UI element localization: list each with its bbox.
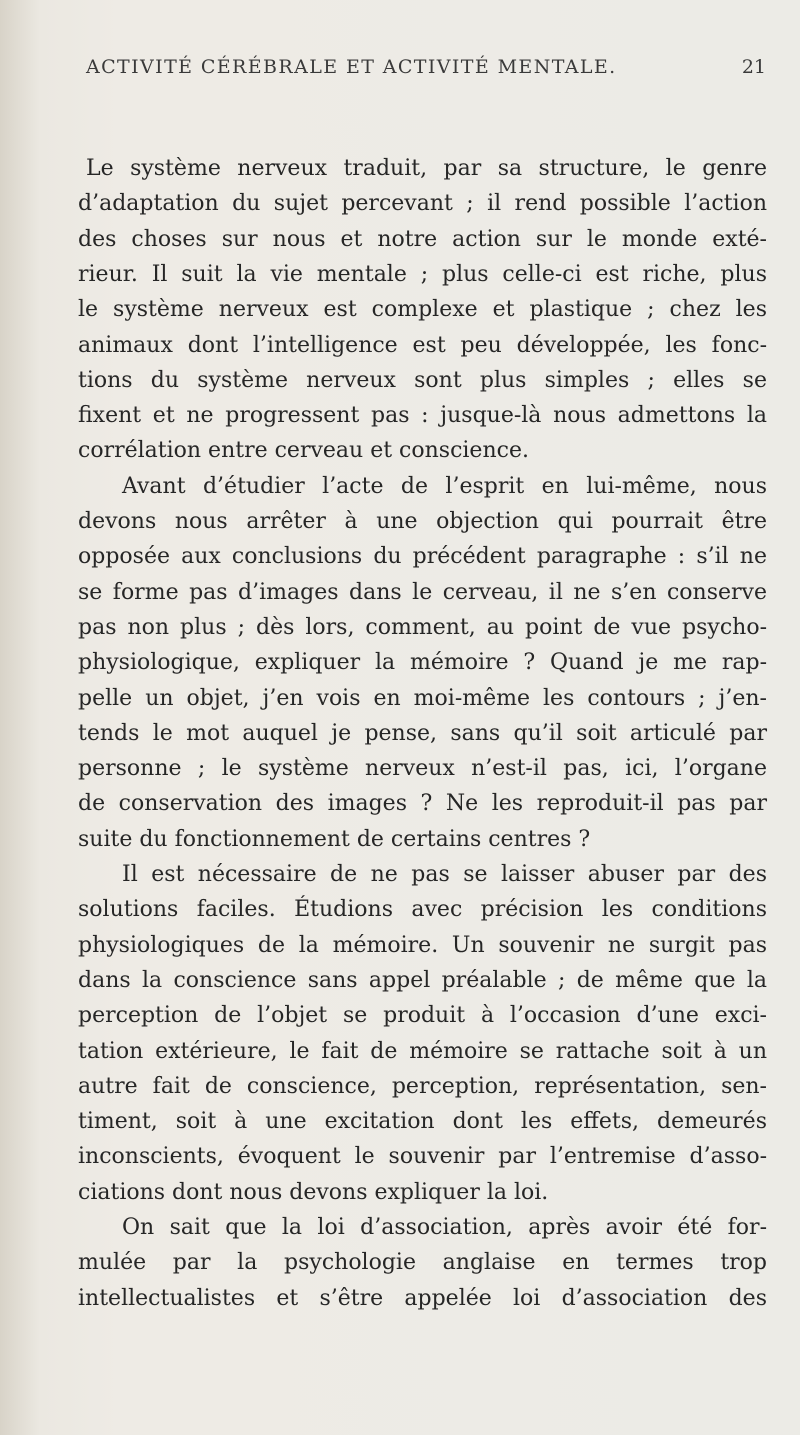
text-line: Il est nécessaire de ne pas se laisser abuser par des	[122, 862, 767, 887]
text-line: rieur. Il suit la vie mentale ; plus celle-ci est riche, plus	[78, 261, 767, 287]
text-line: perception de l’objet se produit à l’occasion d’une exci-	[78, 1003, 767, 1029]
page-header	[86, 56, 766, 78]
text-line: On sait que la loi d’association, après avoir été for-	[122, 1215, 767, 1240]
text-line: animaux dont l’intelligence est peu développée, les fonc-	[78, 332, 767, 358]
text-line: physiologique, expliquer la mémoire ? Quand je me rap-	[78, 650, 767, 676]
text-line: devons nous arrêter à une objection qui pourrait être	[78, 509, 767, 534]
text-line: se forme pas d’images dans le cerveau, il ne s’en conserve	[78, 579, 767, 605]
page-number: 21	[741, 56, 766, 78]
text-line: Le système nerveux traduit, par sa structure, le genre	[86, 156, 767, 181]
text-line: intellectualistes et s’être appelée loi d’association des	[78, 1285, 767, 1311]
text-line: suite du fonctionnement de certains centres ?	[78, 826, 591, 852]
text-line: inconscients, évoquent le souvenir par l’entremise d’asso-	[78, 1144, 767, 1170]
text-line: mulée par la psychologie anglaise en termes trop	[78, 1250, 767, 1276]
text-line: fixent et ne progressent pas : jusque-là nous admettons la	[78, 403, 767, 429]
text-line: opposée aux conclusions du précédent paragraphe : s’il ne	[78, 544, 767, 570]
text-line: pelle un objet, j’en vois en moi-même les contours ; j’en-	[78, 685, 767, 711]
text-line: tions du système nerveux sont plus simples ; elles se	[78, 367, 767, 393]
text-line: dans la conscience sans appel préalable ; de même que la	[78, 967, 767, 993]
text-line: physiologiques de la mémoire. Un souvenir ne surgit pas	[78, 932, 767, 958]
text-line: corrélation entre cerveau et conscience.	[78, 438, 529, 464]
text-line: tation extérieure, le fait de mémoire se rattache soit à un	[78, 1038, 767, 1064]
text-line: d’adaptation du sujet percevant ; il rend possible l’action	[78, 191, 767, 217]
text-line: Avant d’étudier l’acte de l’esprit en lui-même, nous	[122, 473, 767, 499]
text-line: tends le mot auquel je pense, sans qu’il soit articulé par	[78, 720, 767, 746]
text-line: de conservation des images ? Ne les reproduit-il pas par	[78, 791, 767, 817]
text-line: ciations dont nous devons expliquer la loi.	[78, 1179, 549, 1205]
text-line: solutions faciles. Étudions avec précision les conditions	[78, 897, 767, 923]
text-line: le système nerveux est complexe et plastique ; chez les	[78, 297, 767, 323]
text-line: personne ; le système nerveux n’est-il pas, ici, l’organe	[78, 756, 767, 782]
text-line: autre fait de conscience, perception, représentation, sen-	[78, 1073, 767, 1099]
text-line: pas non plus ; dès lors, comment, au point de vue psycho-	[78, 614, 767, 640]
running-title: ACTIVITÉ CÉRÉBRALE ET ACTIVITÉ MENTALE.	[86, 56, 617, 78]
text-line: timent, soit à une excitation dont les effets, demeurés	[78, 1109, 767, 1135]
text-line: des choses sur nous et notre action sur le monde exté-	[78, 226, 767, 252]
